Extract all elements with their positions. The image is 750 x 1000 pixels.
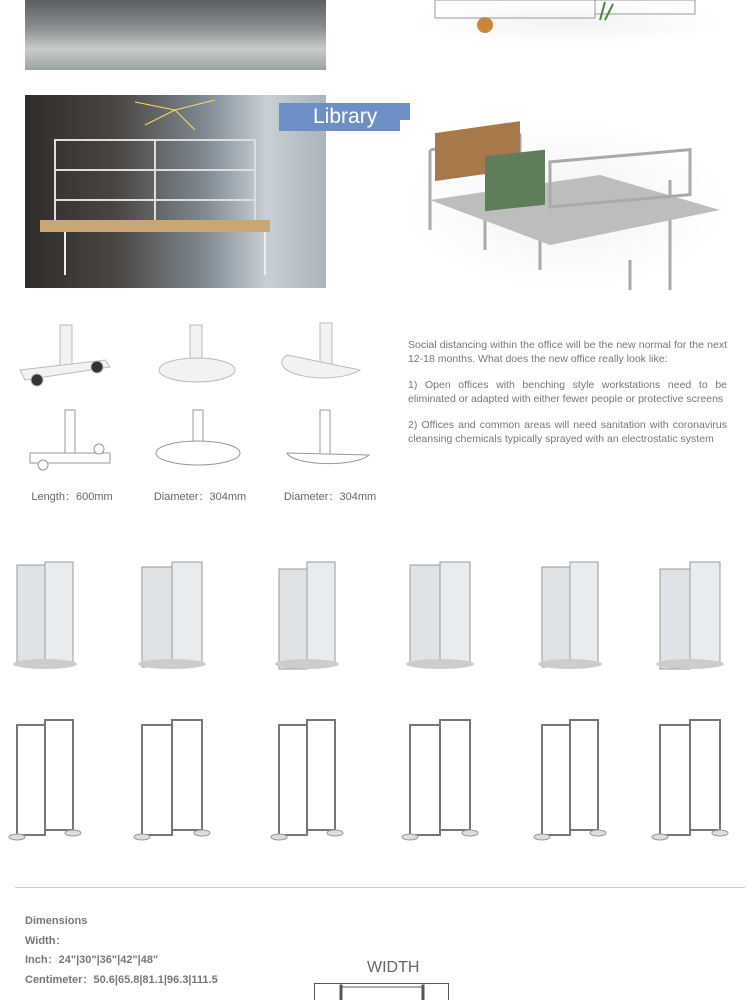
frosted-panel (45, 562, 73, 662)
panel-foot (194, 830, 210, 836)
panel-foot (712, 830, 728, 836)
panel-foot (327, 830, 343, 836)
frosted-panel (542, 567, 570, 667)
width-label: Width： (25, 934, 67, 947)
frosted-panel (142, 567, 172, 667)
dimensions-title: Dimensions (25, 915, 88, 927)
panel-foot (134, 834, 150, 840)
frame-panel (440, 720, 470, 830)
frosted-panel (172, 562, 202, 662)
frosted-panel (307, 562, 335, 662)
frame-panel (172, 720, 202, 830)
panel-base (656, 659, 724, 669)
panel-foot (65, 830, 81, 836)
width-diagram-label: WIDTH (367, 959, 420, 976)
frame-panel (410, 725, 440, 835)
intro-paragraph: Social distancing within the office will be the new normal for the next 12-18 months. What does the new office really look like: (408, 339, 727, 365)
panel-base (13, 659, 77, 669)
base-caption-round: Diameter：304mm (153, 491, 247, 503)
dimensions-block (25, 912, 218, 990)
base-options-illustration (15, 315, 385, 475)
intro-text (408, 339, 727, 459)
frame-panel (17, 725, 45, 835)
library-label: Library (279, 103, 410, 131)
base-caption-halfround: Diameter：304mm (283, 491, 377, 503)
panel-foot (534, 834, 550, 840)
frame-panel (307, 720, 335, 830)
bench-workstation-render (400, 120, 730, 290)
frame-panel (45, 720, 73, 830)
frosted-panel (440, 562, 470, 662)
panel-foot (402, 834, 418, 840)
panel-base (138, 659, 206, 669)
panel-foot (271, 834, 287, 840)
panel-base (275, 659, 339, 669)
frame-panel (570, 720, 598, 830)
inch-sizes: Inch：24"|30"|36"|42"|48" (25, 954, 159, 966)
base-caption-length: Length：600mm (31, 491, 113, 503)
frosted-panel (570, 562, 598, 662)
frosted-panel (660, 569, 690, 669)
frame-panel (279, 725, 307, 835)
frosted-panel (410, 565, 440, 665)
panel-base (538, 659, 602, 669)
frame-panel (660, 725, 690, 835)
panel-foot (9, 834, 25, 840)
office-photo-open-plan (25, 0, 326, 70)
frame-panel (542, 725, 570, 835)
intro-paragraph: 1) Open offices with benching style workstations need to be eliminated or adapted with either fewer people or protective screens (408, 379, 727, 405)
panel-foot (462, 830, 478, 836)
centimeter-sizes: Centimeter：50.6|65.8|81.1|96.3|111.5 (25, 973, 218, 986)
partition-configurations (0, 550, 750, 850)
frosted-panel (279, 569, 307, 669)
frosted-panel (17, 565, 45, 665)
width-diagram (314, 983, 449, 1000)
frame-panel (142, 725, 172, 835)
panel-base (406, 659, 474, 669)
workstation-render-top (410, 0, 730, 45)
frame-panel (690, 720, 720, 830)
frosted-panel (690, 562, 720, 662)
panel-foot (590, 830, 606, 836)
divider (15, 887, 745, 888)
panel-foot (652, 834, 668, 840)
intro-paragraph: 2) Offices and common areas will need sanitation with coronavirus cleansing chemicals typically sprayed with an electrostatic system (408, 419, 727, 445)
